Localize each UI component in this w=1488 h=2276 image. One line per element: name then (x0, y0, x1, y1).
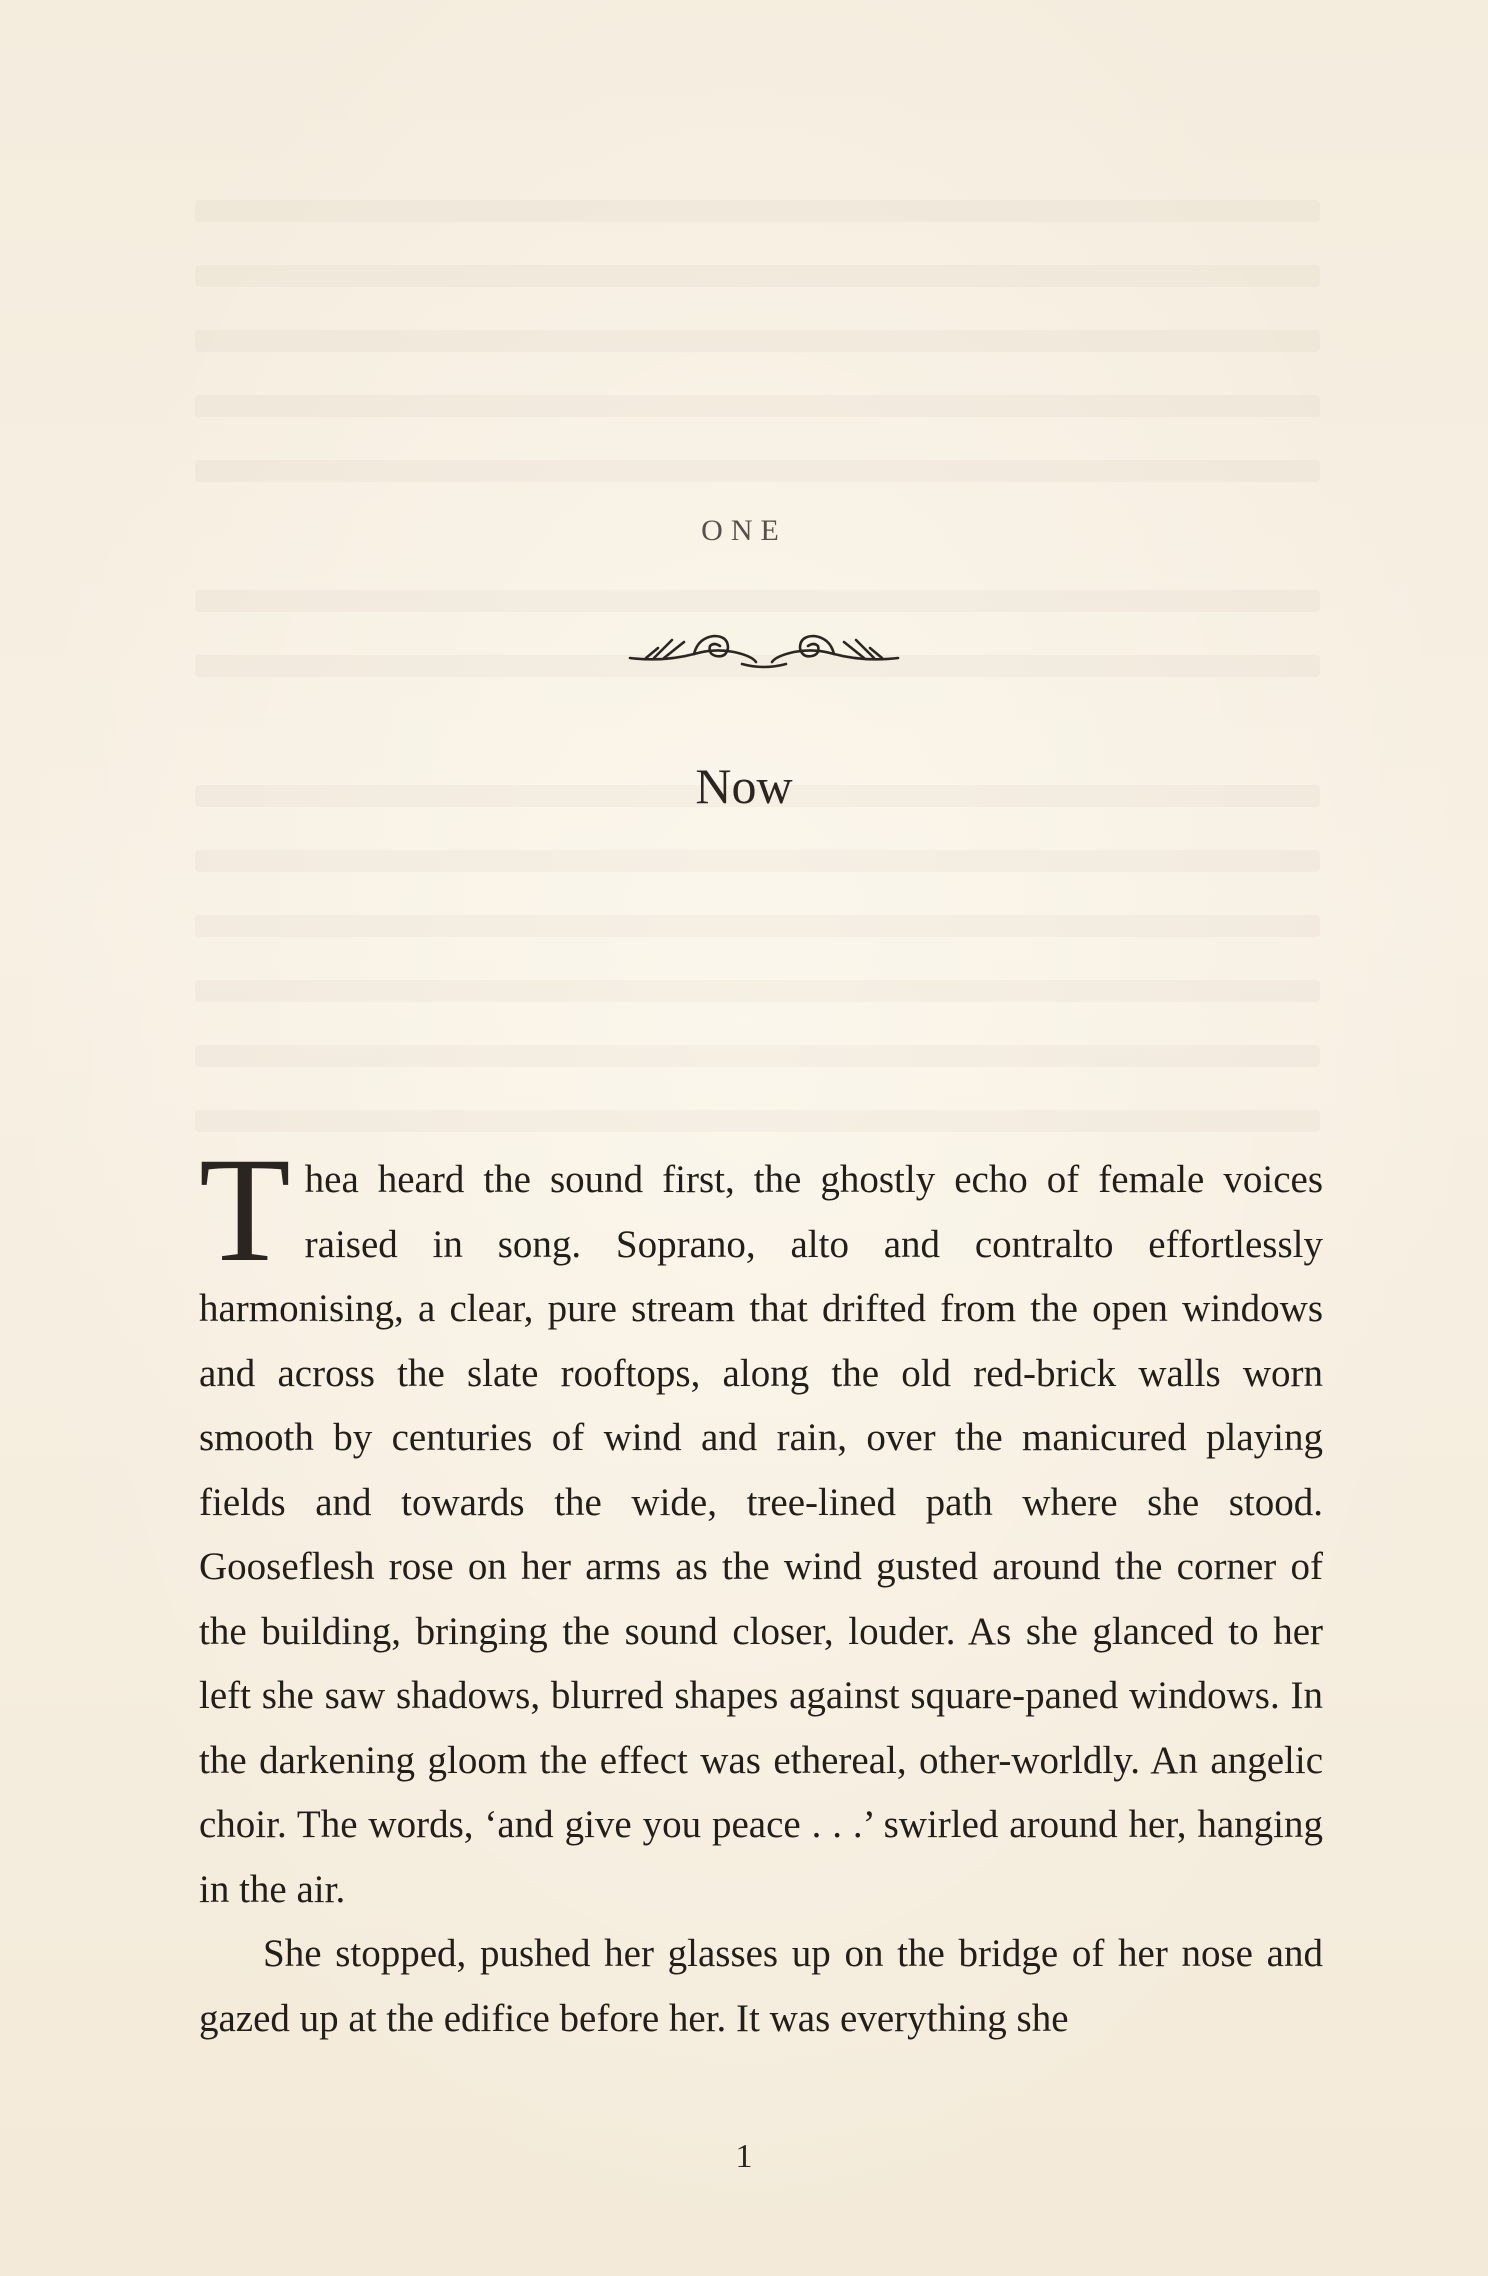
bleed-through-line (195, 330, 1320, 352)
bleed-through-line (195, 200, 1320, 222)
scroll-flourish-icon (624, 618, 904, 678)
chapter-number: ONE (701, 514, 787, 547)
paragraph (199, 1127, 1323, 1922)
bleed-through-line (195, 1045, 1320, 1067)
bleed-through-line (195, 265, 1320, 287)
bleed-through-line (195, 850, 1320, 872)
body-text (199, 1127, 1323, 2051)
page-number: 1 (735, 2138, 753, 2175)
bleed-through-line (195, 395, 1320, 417)
bleed-through-line (195, 980, 1320, 1002)
bleed-through-line (195, 1110, 1320, 1132)
bleed-through-line (195, 590, 1320, 612)
bleed-through-line (195, 460, 1320, 482)
chapter-title: Now (695, 758, 793, 814)
bleed-through-line (195, 915, 1320, 937)
drop-cap: T (199, 1127, 291, 1293)
paragraph-text: hea heard the sound first, the ghostly echo of female voices raised in song. Soprano, alto and contralto effortlessly harmonising, a clear, pure stream that drifted from the open windows and across the slate rooftops, along the old red-brick walls worn smooth by centuries of wind and rain, over the manicured playing fields and towards the wide, tree-lined path where she stood. Gooseflesh rose on her arms as the wind gusted around the corner of the building, bringing the sound closer, louder. As she glanced to her left she saw shadows, blurred shapes against square-paned windows. In the darkening gloom the effect was ethereal, other-worldly. An angelic choir. The words, ‘and give you peace . . .’ swirled around her, hanging in the air. (199, 1158, 1323, 1911)
paragraph: She stopped, pushed her glasses up on the bridge of her nose and gazed up at the edifice before her. It was everything she (199, 1932, 1323, 2040)
